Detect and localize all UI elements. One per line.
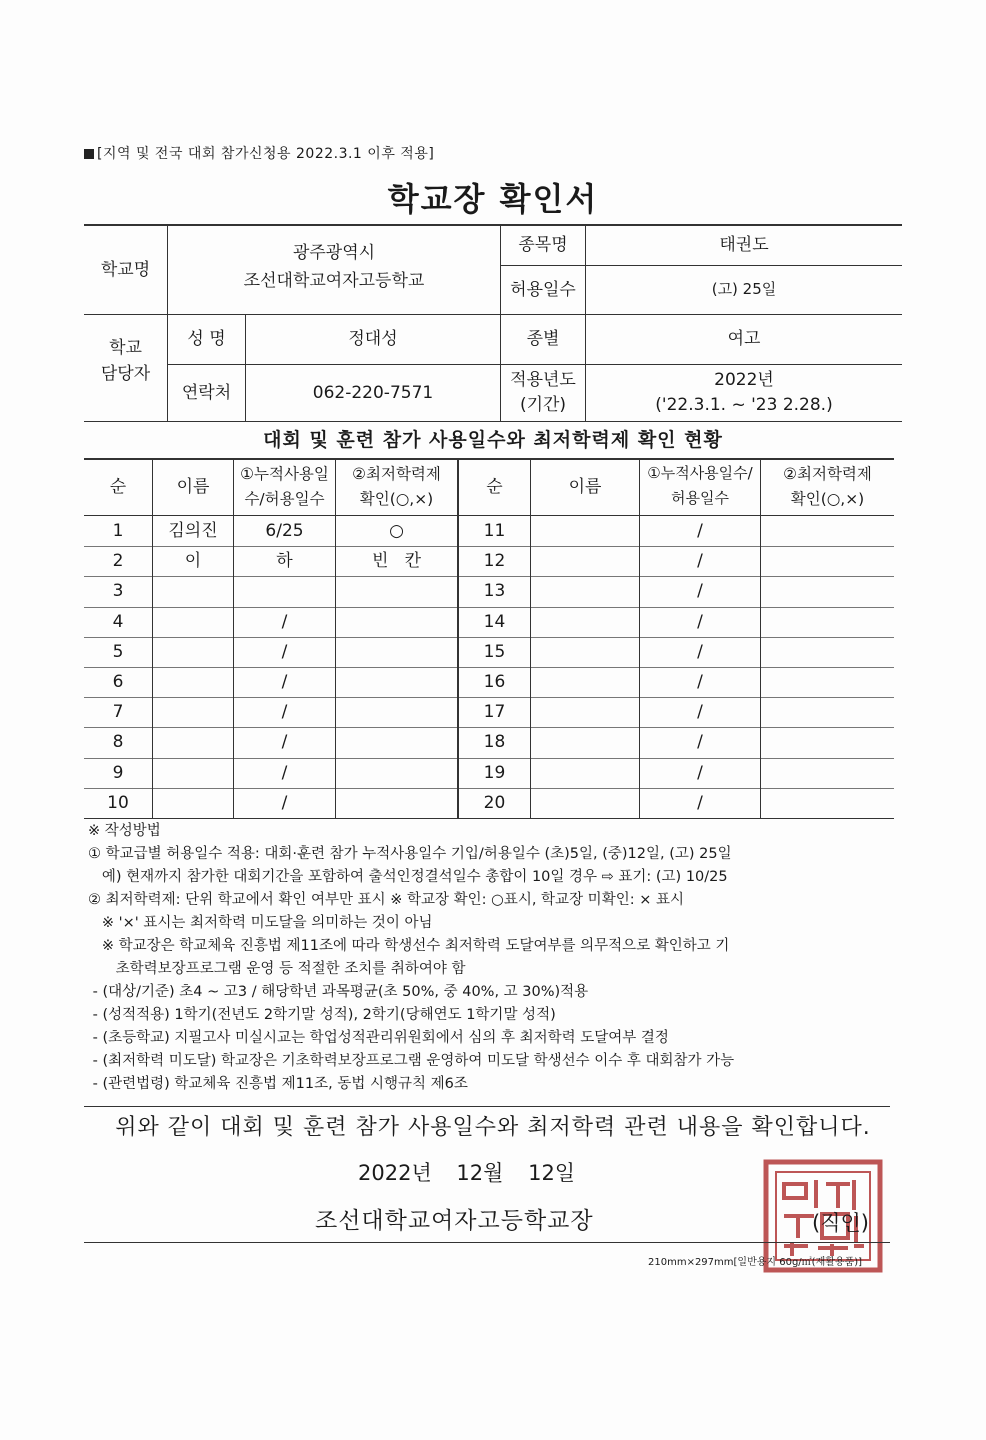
row-no: 4 xyxy=(112,611,124,632)
row-no-right: 17 xyxy=(483,701,506,722)
contact-label: 연락처 xyxy=(181,382,232,403)
school-label: 학교명 xyxy=(100,259,151,280)
row-days-right: / xyxy=(697,580,703,601)
row-no: 3 xyxy=(112,580,124,601)
row-no: 1 xyxy=(112,520,124,541)
row-no: 9 xyxy=(112,762,124,783)
instruction-line: 예) 현재까지 참가한 대회기간을 포함하여 출석인정결석일수 총합이 10일 경우 ⇨ 표기: (고) 10/25 xyxy=(88,869,728,885)
row-check xyxy=(336,697,457,727)
row-days-right: / xyxy=(697,701,703,722)
header-check-right-line1: ②최저학력제 xyxy=(783,464,872,483)
row-days: / xyxy=(281,641,288,662)
header-name: 이름 xyxy=(176,477,210,498)
row-name xyxy=(153,637,233,667)
row-days-right: / xyxy=(697,641,703,662)
row-name xyxy=(153,697,233,727)
instruction-line: - (초등학교) 지필고사 미실시교는 학업성적관리위원회에서 심의 후 최저학력 도달여부 결정 xyxy=(88,1030,669,1046)
row-name xyxy=(153,727,233,757)
instruction-line: ② 최저학력제: 단위 학교에서 확인 여부만 표시 ※ 학교장 확인: ○표시, 학교장 미확인: × 표시 xyxy=(88,892,684,908)
row-check xyxy=(336,637,457,667)
instruction-line: ※ 학교장은 학교체육 진흥법 제11조에 따라 학생선수 최저학력 도달여부를 의무적으로 확인하고 기 xyxy=(88,938,730,954)
row-days xyxy=(234,576,335,606)
header-no: 순 xyxy=(109,477,127,498)
event-value: 태권도 xyxy=(719,235,769,256)
row-check xyxy=(336,727,457,757)
instruction-line: - (최저학력 미도달) 학교장은 기초학력보장프로그램 운영하여 미도달 학생선수 이수 후 대회참가 가능 xyxy=(88,1053,735,1069)
row-name xyxy=(153,667,233,697)
row-no-right: 18 xyxy=(483,731,506,752)
instruction-line: - (대상/기준) 초4 ~ 고3 / 해당학년 과목평균(초 50%, 중 40%, 고 30%)적용 xyxy=(88,984,589,1000)
instruction-line: ※ '×' 표시는 최저학력 미도달을 의미하는 것이 아님 xyxy=(88,915,433,931)
name-value: 정대성 xyxy=(348,329,398,350)
allowed-days-label: 허용일수 xyxy=(510,279,576,300)
row-days-right: / xyxy=(697,550,703,571)
bottom-divider xyxy=(84,1242,890,1243)
instruction-line: - (성적적용) 1학기(전년도 2학기말 성적), 2학기(당해연도 1학기말 성적) xyxy=(88,1007,556,1023)
row-name xyxy=(153,788,233,818)
row-check xyxy=(336,607,457,637)
manager-label-line2: 담당자 xyxy=(100,363,151,384)
row-check xyxy=(336,788,457,818)
header-check-line2: 확인(○,×) xyxy=(359,489,434,508)
row-check xyxy=(336,667,457,697)
event-label: 종목명 xyxy=(518,235,568,256)
row-days-right: / xyxy=(697,611,703,632)
row-days-right: / xyxy=(697,520,703,541)
header-days-right-line1: ①누적사용일수/ xyxy=(647,464,753,483)
row-no: 6 xyxy=(112,671,124,692)
row-no: 2 xyxy=(112,550,124,571)
square-bullet-icon xyxy=(84,149,94,159)
header-no-right: 순 xyxy=(486,477,503,498)
instruction-line: 초학력보장프로그램 운영 등 적절한 조치를 취하여야 함 xyxy=(88,961,466,977)
row-days-right: / xyxy=(697,762,703,783)
row-no: 8 xyxy=(112,731,124,752)
row-name xyxy=(153,607,233,637)
school-name-line2: 조선대학교여자고등학교 xyxy=(243,270,425,291)
year-label-line2: (기간) xyxy=(519,394,567,415)
row-no-right: 20 xyxy=(483,792,506,813)
header-check-line1: ②최저학력제 xyxy=(352,464,441,483)
row-days-right: / xyxy=(697,792,703,813)
year-value-line1: 2022년 xyxy=(714,369,774,390)
header-note: [지역 및 전국 대회 참가신청용 2022.3.1 이후 적용] xyxy=(84,143,434,163)
type-value: 여고 xyxy=(727,329,761,350)
row-name xyxy=(153,758,233,788)
row-days: / xyxy=(281,671,288,692)
row-days: / xyxy=(281,762,288,783)
row-days: / xyxy=(281,731,288,752)
row-days: / xyxy=(281,611,288,632)
header-check-right-line2: 확인(○,×) xyxy=(790,489,865,508)
row-days: 하 xyxy=(276,550,293,571)
row-days: / xyxy=(281,701,288,722)
allowed-days-value: (고) 25일 xyxy=(711,280,777,299)
header-days-line1: ①누적사용일 xyxy=(240,464,329,483)
row-no-right: 19 xyxy=(483,762,506,783)
row-name: 김의진 xyxy=(168,520,218,541)
year-value-line2: ('22.3.1. ~ '23 2.28.) xyxy=(655,394,833,415)
principal-name: 조선대학교여자고등학교장 xyxy=(315,1208,594,1234)
row-no-right: 15 xyxy=(483,641,506,662)
header-name-right: 이름 xyxy=(568,477,602,498)
instructions xyxy=(88,820,908,1096)
header-days-line2: 수/허용일수 xyxy=(244,489,325,508)
row-check xyxy=(336,758,457,788)
instruction-line: ※ 작성방법 xyxy=(88,823,161,839)
divider xyxy=(84,1106,890,1107)
page-title: 학교장 확인서 xyxy=(387,180,599,218)
seal-label: (직인) xyxy=(812,1211,869,1235)
header-days-right-line2: 허용일수 xyxy=(671,489,729,508)
row-days-right: / xyxy=(697,731,703,752)
row-name: 이 xyxy=(184,550,202,571)
row-name xyxy=(153,576,233,606)
row-no: 10 xyxy=(107,792,129,813)
year-label-line1: 적용년도 xyxy=(510,369,576,390)
row-no: 5 xyxy=(112,641,124,662)
row-check: ○ xyxy=(389,520,404,541)
row-no-right: 13 xyxy=(483,580,506,601)
instruction-line: - (관련법령) 학교체육 진흥법 제11조, 동법 시행규칙 제6조 xyxy=(88,1076,468,1092)
row-days: 6/25 xyxy=(265,520,304,541)
table-title: 대회 및 훈련 참가 사용일수와 최저학력제 확인 현황 xyxy=(263,429,723,451)
row-no-right: 16 xyxy=(483,671,506,692)
confirm-statement: 위와 같이 대회 및 훈련 참가 사용일수와 최저학력 관련 내용을 확인합니다. xyxy=(115,1115,871,1140)
manager-label-line1: 학교 xyxy=(109,337,142,358)
row-check: 빈 칸 xyxy=(371,550,422,571)
row-no: 7 xyxy=(112,701,124,722)
row-no-right: 14 xyxy=(483,611,506,632)
name-label: 성 명 xyxy=(187,329,226,350)
row-days-right: / xyxy=(697,671,703,692)
row-days: / xyxy=(281,792,288,813)
row-check xyxy=(336,576,457,606)
school-name-line1: 광주광역시 xyxy=(292,242,376,263)
type-label: 종별 xyxy=(526,329,560,350)
issue-date: 2022년 12월 12일 xyxy=(358,1161,576,1185)
row-no-right: 12 xyxy=(483,550,506,571)
row-no-right: 11 xyxy=(483,520,506,541)
instruction-line: ① 학교급별 허용일수 적용: 대회·훈련 참가 누적사용일수 기입/허용일수 (초)5일, (중)12일, (고) 25일 xyxy=(88,846,732,862)
paper-size-note: 210mm×297mm[일반용지 60g/㎡(재활용품)] xyxy=(648,1257,863,1268)
contact-value: 062-220-7571 xyxy=(312,382,434,403)
